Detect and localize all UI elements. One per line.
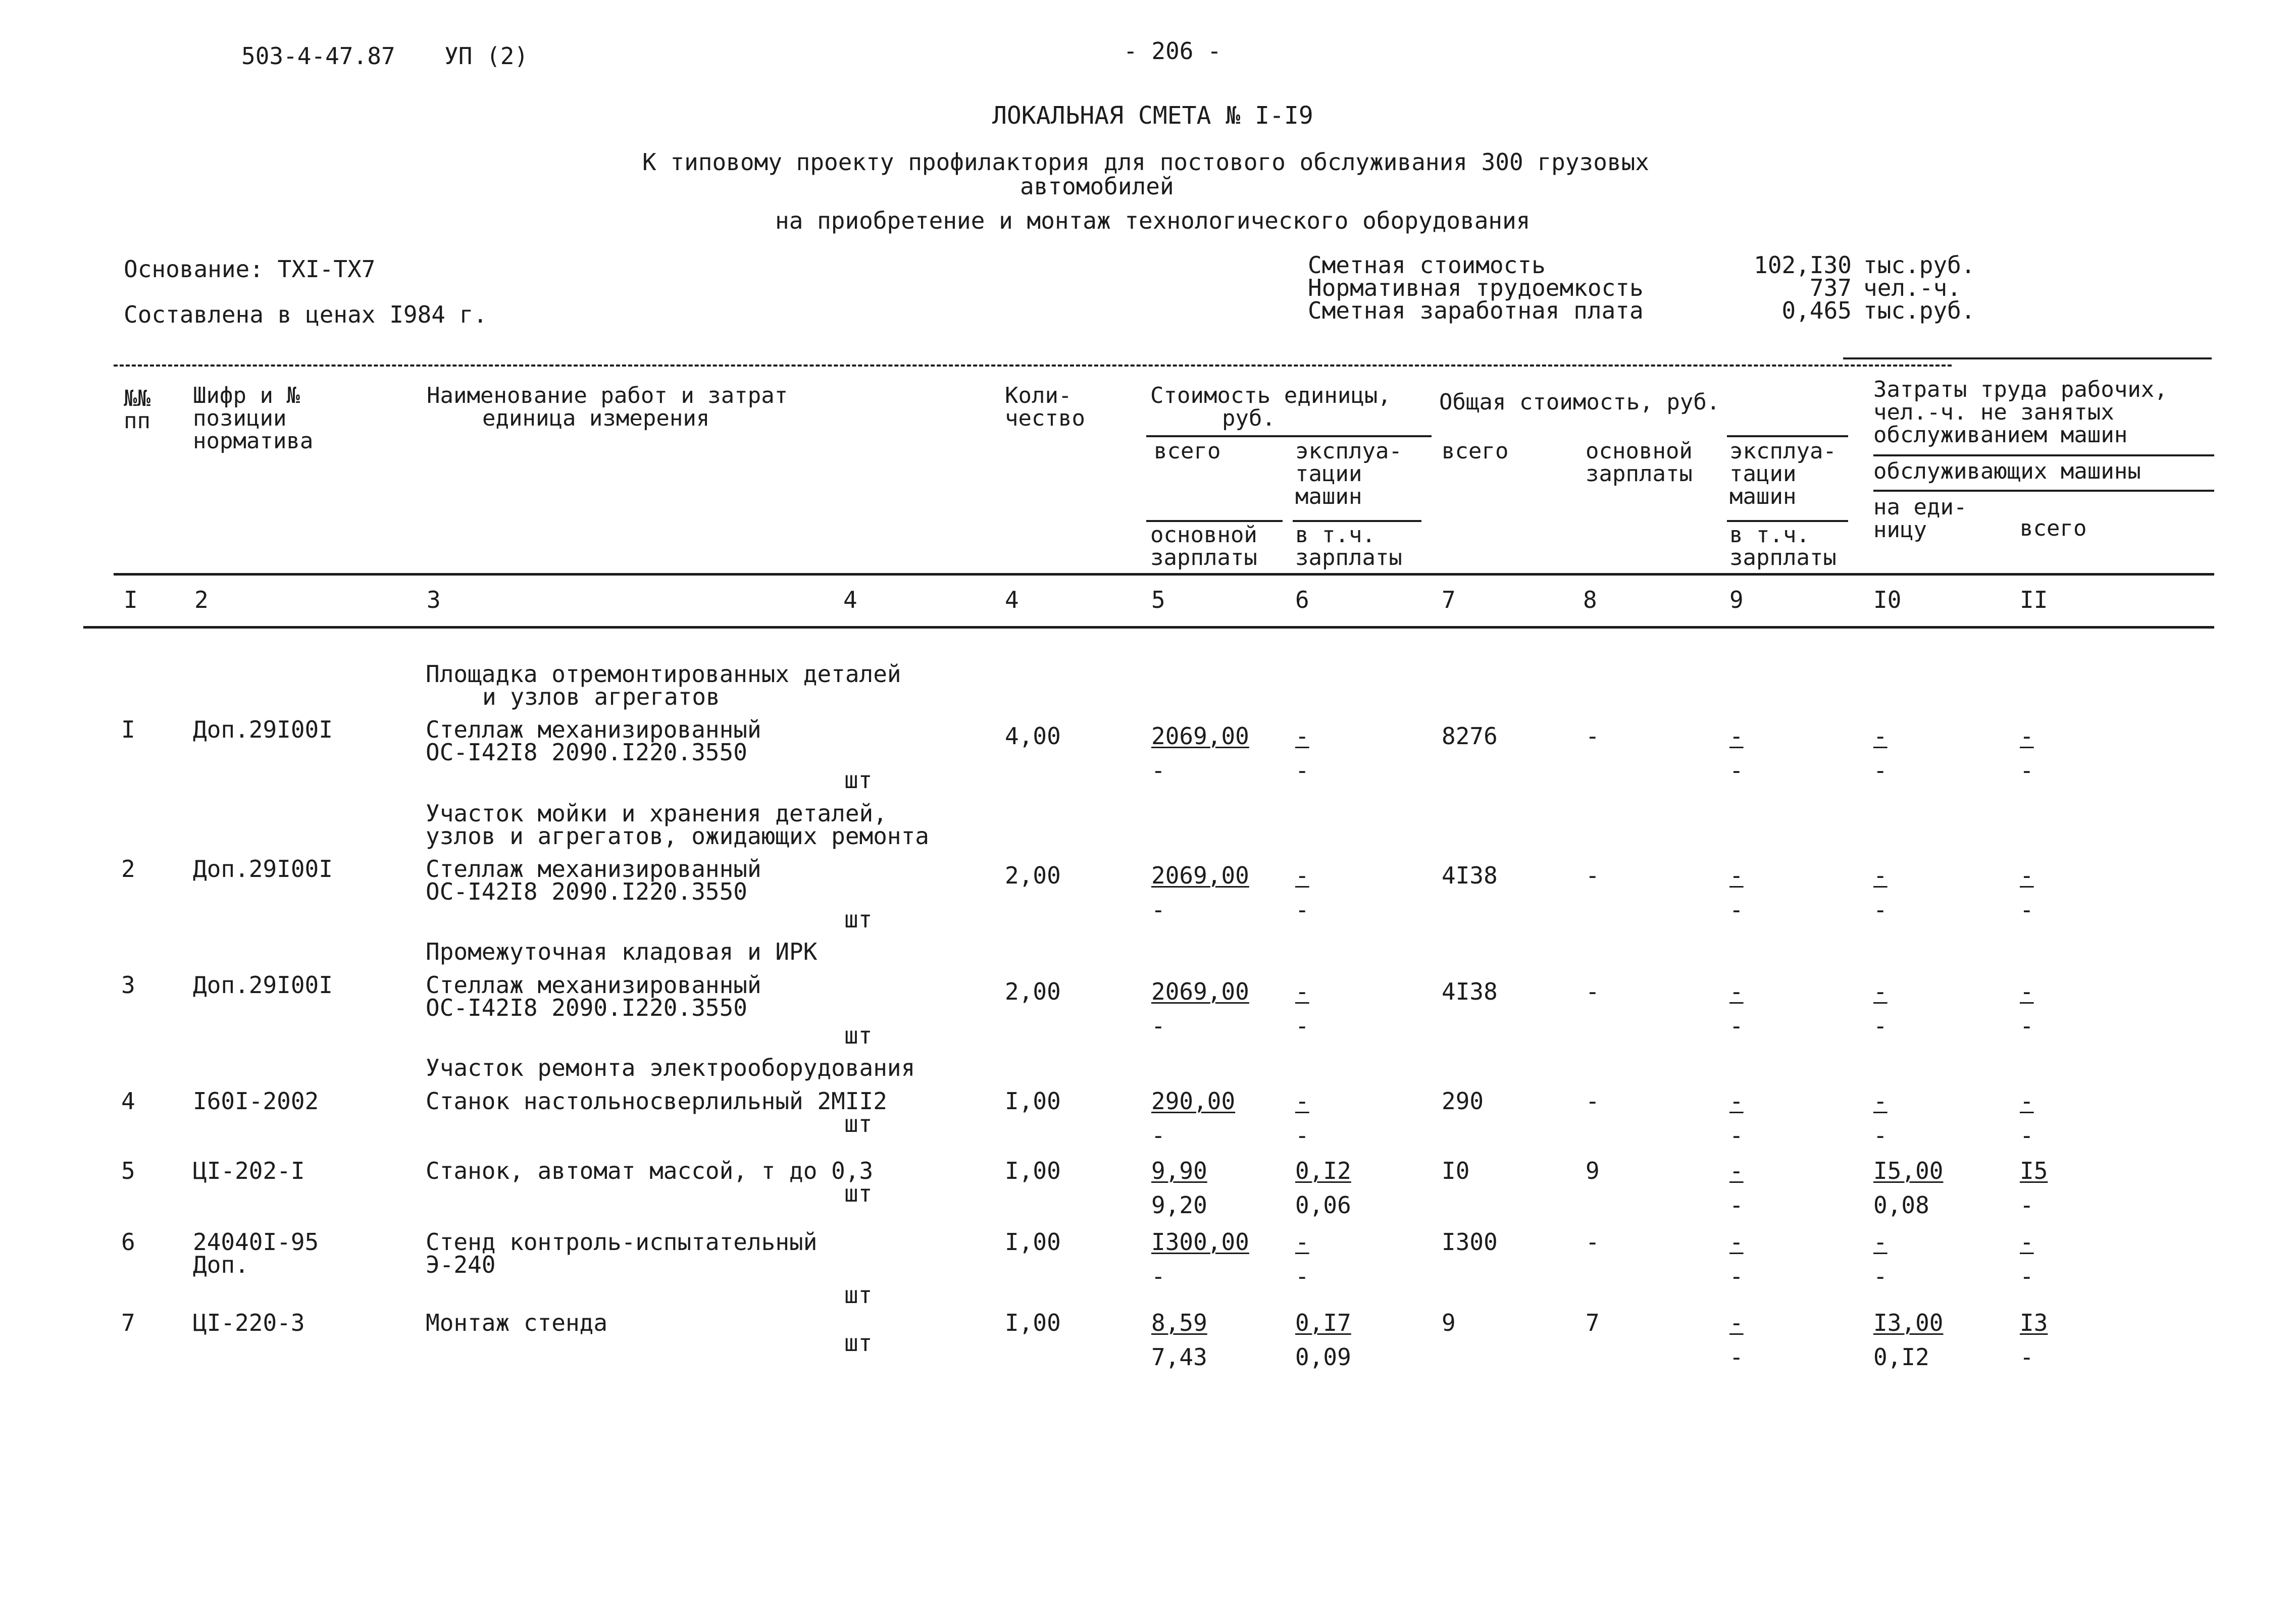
row-unit-cost-total: 9,90 (1151, 1157, 1207, 1184)
row-total-exp: - (1729, 978, 1744, 1005)
row-labor-total-machines: - (2020, 1343, 2034, 1371)
col-header-unit-cost-2: руб. (1222, 405, 1275, 431)
subtitle-line-3: на приобретение и монтаж технологического оборудования (775, 207, 1530, 234)
row-unit-cost-exp-wage: - (1295, 1122, 1309, 1149)
col-header-name-1: Наименование работ и затрат (427, 383, 788, 408)
row-labor-total-machines: - (2020, 1191, 2034, 1219)
row-unit-cost-exp-wage: - (1295, 896, 1309, 923)
col-header-labor-1: Затраты труда рабочих, (1873, 377, 2168, 402)
col-header-total-exp-wage-2: зарплаты (1729, 545, 1836, 570)
row-labor-per-unit-machines: - (1873, 896, 1887, 923)
row-name: Стенд контроль-испытательный (426, 1228, 818, 1256)
row-unit-cost-wage: - (1151, 1122, 1165, 1149)
row-unit: шт (844, 1110, 873, 1137)
row-unit-cost-wage: - (1151, 1263, 1165, 1290)
col-number-1: I (124, 586, 138, 613)
row-quantity: 2,00 (1005, 862, 1061, 889)
section-title-2b: узлов и агрегатов, ожидающих ремонта (426, 822, 929, 850)
col-number-9: 9 (1729, 586, 1744, 613)
row-labor-per-unit-machines: - (1873, 757, 1887, 784)
row-total-exp-wage: - (1729, 896, 1744, 923)
row-name: Стеллаж механизированный (426, 716, 761, 743)
col-header-labor-all: всего (2020, 515, 2087, 541)
col-header-unit-cost-1: Стоимость единицы, (1150, 383, 1391, 408)
row-labor-per-unit-machines: - (1873, 1122, 1887, 1149)
row-labor-total-machines: - (2020, 1122, 2034, 1149)
row-labor-total: - (2020, 862, 2034, 889)
row-name: Стеллаж механизированный (426, 971, 761, 999)
col-header-total-wage-1: основной (1586, 438, 1693, 464)
row-labor-per-unit: - (1873, 862, 1887, 889)
row-total-cost: 8276 (1442, 722, 1498, 750)
row-number: 5 (121, 1157, 135, 1184)
col-number-10: I0 (1873, 586, 1902, 613)
row-total-exp: - (1729, 1157, 1744, 1184)
col-number-5: 5 (1151, 586, 1165, 613)
row-name: Э-240 (426, 1251, 496, 1278)
subtitle-line-2: автомобилей (1020, 173, 1174, 200)
summary-wage-value: 0,465 (1781, 297, 1852, 324)
row-total-exp: - (1729, 862, 1744, 889)
numbers-bottom-rule (83, 626, 2214, 629)
row-unit: шт (844, 1022, 873, 1049)
labor-rule-1 (1873, 454, 2214, 456)
summary-cost-unit: тыс.руб. (1863, 251, 1975, 279)
row-unit-cost-total: 2069,00 (1151, 862, 1249, 889)
row-unit-cost-wage: - (1151, 896, 1165, 923)
summary-labor-label: Нормативная трудоемкость (1308, 274, 1644, 301)
row-total-cost: 4I38 (1442, 862, 1498, 889)
row-total-wage: - (1586, 1087, 1600, 1115)
row-total-exp-wage: - (1729, 1191, 1744, 1219)
subtitle-line-1: К типовому проекту профилактория для постового обслуживания 300 грузовых (642, 148, 1649, 176)
col-header-unit-wage-1: основной (1150, 522, 1257, 548)
row-quantity: I,00 (1005, 1087, 1061, 1115)
row-unit-cost-exp: - (1295, 1228, 1309, 1256)
col-header-total-wage-2: зарплаты (1586, 461, 1693, 487)
header-top-rule (1843, 357, 2212, 359)
col-header-total-exp-2: тации (1729, 461, 1797, 487)
doc-code: 503-4-47.87 (241, 42, 395, 70)
row-total-exp: - (1729, 722, 1744, 750)
row-code: ЦI-220-3 (193, 1309, 305, 1336)
row-unit-cost-exp-wage: - (1295, 1263, 1309, 1290)
row-total-cost: I300 (1442, 1228, 1498, 1256)
row-name: ОС-I42I8 2090.I220.3550 (426, 739, 747, 766)
row-unit-cost-exp: 0,I7 (1295, 1309, 1351, 1336)
summary-labor-value: 737 (1809, 274, 1852, 301)
summary-cost-label: Сметная стоимость (1308, 251, 1546, 279)
col-header-total-cost: Общая стоимость, руб. (1439, 389, 1720, 415)
row-labor-total: I5 (2020, 1157, 2048, 1184)
row-number: 3 (121, 971, 135, 999)
row-unit-cost-exp-wage: - (1295, 757, 1309, 784)
col-header-name-2: единица измерения (482, 405, 710, 431)
section-title-1b: и узлов агрегатов (482, 683, 720, 710)
row-unit-cost-exp: - (1295, 978, 1309, 1005)
col-number-6: 6 (1295, 586, 1309, 613)
col-number-7: 7 (1442, 586, 1456, 613)
row-number: 7 (121, 1309, 135, 1336)
row-code: 24040I-95 (193, 1228, 319, 1256)
col-number-2: 2 (194, 586, 209, 613)
row-labor-per-unit-machines: - (1873, 1263, 1887, 1290)
row-total-wage: - (1586, 722, 1600, 750)
row-total-wage: - (1586, 862, 1600, 889)
row-code: Доп.29I00I (193, 971, 333, 999)
section-title-3: Промежуточная кладовая и ИРК (426, 938, 818, 965)
row-unit-cost-exp: - (1295, 722, 1309, 750)
row-labor-total-machines: - (2020, 1012, 2034, 1040)
row-labor-total-machines: - (2020, 1263, 2034, 1290)
page-number: - 206 - (1124, 37, 1221, 65)
row-number: I (121, 716, 135, 743)
row-unit-cost-total: 290,00 (1151, 1087, 1236, 1115)
row-unit-cost-exp: 0,I2 (1295, 1157, 1351, 1184)
col-header-total-exp-1: эксплуа- (1729, 438, 1836, 464)
row-quantity: I,00 (1005, 1157, 1061, 1184)
row-code: Доп.29I00I (193, 716, 333, 743)
col-number-11: II (2020, 586, 2048, 613)
row-code: Доп. (193, 1251, 249, 1278)
col-header-total-exp-wage-1: в т.ч. (1729, 522, 1810, 548)
row-unit: шт (844, 766, 873, 794)
row-unit-cost-wage: - (1151, 1012, 1165, 1040)
row-total-exp-wage: - (1729, 1263, 1744, 1290)
row-unit: шт (844, 1329, 873, 1357)
row-labor-per-unit-machines: 0,I2 (1873, 1343, 1929, 1371)
row-code: Доп.29I00I (193, 855, 333, 882)
row-total-cost: 4I38 (1442, 978, 1498, 1005)
row-quantity: 2,00 (1005, 978, 1061, 1005)
row-total-exp: - (1729, 1309, 1744, 1336)
labor-rule-2 (1873, 490, 2214, 492)
row-labor-per-unit: I5,00 (1873, 1157, 1944, 1184)
row-number: 4 (121, 1087, 135, 1115)
row-labor-total: - (2020, 978, 2034, 1005)
row-total-exp-wage: - (1729, 757, 1744, 784)
row-unit-cost-total: 2069,00 (1151, 978, 1249, 1005)
row-unit-cost-exp: - (1295, 1087, 1309, 1115)
row-unit-cost-wage: 9,20 (1151, 1191, 1207, 1219)
row-quantity: I,00 (1005, 1309, 1061, 1336)
row-labor-total: - (2020, 1228, 2034, 1256)
row-unit-cost-wage: - (1151, 757, 1165, 784)
row-unit: шт (844, 906, 873, 933)
col-number-4a: 4 (843, 586, 857, 613)
col-header-labor-2: чел.-ч. не занятых (1873, 399, 2114, 425)
row-number: 2 (121, 855, 135, 882)
col-header-unit-exp-1: эксплуа- (1295, 438, 1402, 464)
row-unit-cost-exp: - (1295, 862, 1309, 889)
row-unit: шт (844, 1180, 873, 1207)
row-unit-cost-exp-wage: - (1295, 1012, 1309, 1040)
doc-title: ЛОКАЛЬНАЯ СМЕТА № I-I9 (992, 101, 1313, 130)
total-exp-rule (1727, 435, 1848, 437)
row-labor-total-machines: - (2020, 896, 2034, 923)
col-number-8: 8 (1583, 586, 1597, 613)
col-header-number-2: пп (124, 408, 150, 434)
col-header-qty-1: Коли- (1005, 383, 1072, 408)
row-labor-per-unit: I3,00 (1873, 1309, 1944, 1336)
unit-cost-rule (1146, 435, 1432, 437)
col-header-code-2: позиции (193, 405, 287, 431)
col-header-unit-exp-2: тации (1295, 461, 1362, 487)
row-total-cost: I0 (1442, 1157, 1470, 1184)
summary-cost-value: 102,I30 (1754, 251, 1852, 279)
row-total-exp: - (1729, 1087, 1744, 1115)
col-header-total-all: всего (1442, 438, 1509, 464)
summary-wage-unit: тыс.руб. (1863, 297, 1975, 324)
section-title-1a: Площадка отремонтированных деталей (426, 660, 901, 688)
col-header-labor-unit-1: на еди- (1873, 494, 1967, 520)
section-title-2a: Участок мойки и хранения деталей, (426, 800, 887, 827)
header-bottom-rule (114, 573, 2214, 576)
row-name: Станок, автомат массой, т до 0,3 (426, 1157, 874, 1184)
row-code: I60I-2002 (193, 1087, 319, 1115)
summary-labor-unit: чел.-ч. (1863, 274, 1961, 301)
row-quantity: I,00 (1005, 1228, 1061, 1256)
col-number-3: 3 (427, 586, 441, 613)
col-header-unit-wage-2: зарплаты (1150, 545, 1257, 570)
row-name: Монтаж стенда (426, 1309, 608, 1336)
row-labor-total: - (2020, 722, 2034, 750)
row-code: ЦI-202-I (193, 1157, 305, 1184)
row-name: Станок настольносверлильный 2МII2 (426, 1087, 887, 1115)
section-title-4: Участок ремонта электрооборудования (426, 1054, 915, 1081)
col-number-4b: 4 (1005, 586, 1019, 613)
row-total-exp-wage: - (1729, 1012, 1744, 1040)
col-header-unit-exp-wage-2: зарплаты (1295, 545, 1402, 570)
row-labor-per-unit: - (1873, 722, 1887, 750)
col-header-code-3: норматива (193, 428, 314, 454)
col-header-unit-total: всего (1154, 438, 1221, 464)
col-header-labor-3: обслуживанием машин (1873, 422, 2128, 448)
summary-wage-label: Сметная заработная плата (1308, 297, 1644, 324)
prices-year-line: Составлена в ценах I984 г. (124, 301, 488, 328)
row-unit-cost-wage: 7,43 (1151, 1343, 1207, 1371)
row-unit-cost-exp-wage: 0,06 (1295, 1191, 1351, 1219)
row-unit: шт (844, 1281, 873, 1309)
row-total-wage: - (1586, 1228, 1600, 1256)
row-total-cost: 9 (1442, 1309, 1456, 1336)
col-header-unit-exp-3: машин (1295, 484, 1362, 509)
row-unit-cost-total: 8,59 (1151, 1309, 1207, 1336)
row-name: Стеллаж механизированный (426, 855, 761, 882)
col-header-total-exp-3: машин (1729, 484, 1797, 509)
row-total-wage: 7 (1586, 1309, 1600, 1336)
row-total-wage: 9 (1586, 1157, 1600, 1184)
row-labor-per-unit: - (1873, 1087, 1887, 1115)
album-code: УП (2) (444, 42, 529, 70)
row-labor-per-unit: - (1873, 1228, 1887, 1256)
row-total-cost: 290 (1442, 1087, 1484, 1115)
col-header-code-1: Шифр и № (193, 383, 300, 408)
row-labor-total: - (2020, 1087, 2034, 1115)
row-unit-cost-exp-wage: 0,09 (1295, 1343, 1351, 1371)
row-labor-per-unit-machines: 0,08 (1873, 1191, 1929, 1219)
col-header-unit-exp-wage-1: в т.ч. (1295, 522, 1375, 548)
col-header-labor-unit-2: ницу (1873, 517, 1927, 543)
row-labor-total: I3 (2020, 1309, 2048, 1336)
row-total-exp: - (1729, 1228, 1744, 1256)
basis-line: Основание: ТХI-ТХ7 (124, 255, 376, 283)
row-total-exp-wage: - (1729, 1343, 1744, 1371)
col-header-qty-2: чество (1005, 405, 1085, 431)
row-total-wage: - (1586, 978, 1600, 1005)
row-labor-per-unit-machines: - (1873, 1012, 1887, 1040)
row-name: ОС-I42I8 2090.I220.3550 (426, 878, 747, 905)
col-header-labor-machines: обслуживающих машины (1873, 458, 2141, 484)
header-top-rule-dashed (114, 365, 1952, 367)
col-header-number-1: №№ (124, 386, 150, 411)
row-unit-cost-total: 2069,00 (1151, 722, 1249, 750)
row-unit-cost-total: I300,00 (1151, 1228, 1249, 1256)
row-total-exp-wage: - (1729, 1122, 1744, 1149)
row-labor-per-unit: - (1873, 978, 1887, 1005)
row-labor-total-machines: - (2020, 757, 2034, 784)
row-number: 6 (121, 1228, 135, 1256)
row-name: ОС-I42I8 2090.I220.3550 (426, 994, 747, 1021)
row-quantity: 4,00 (1005, 722, 1061, 750)
